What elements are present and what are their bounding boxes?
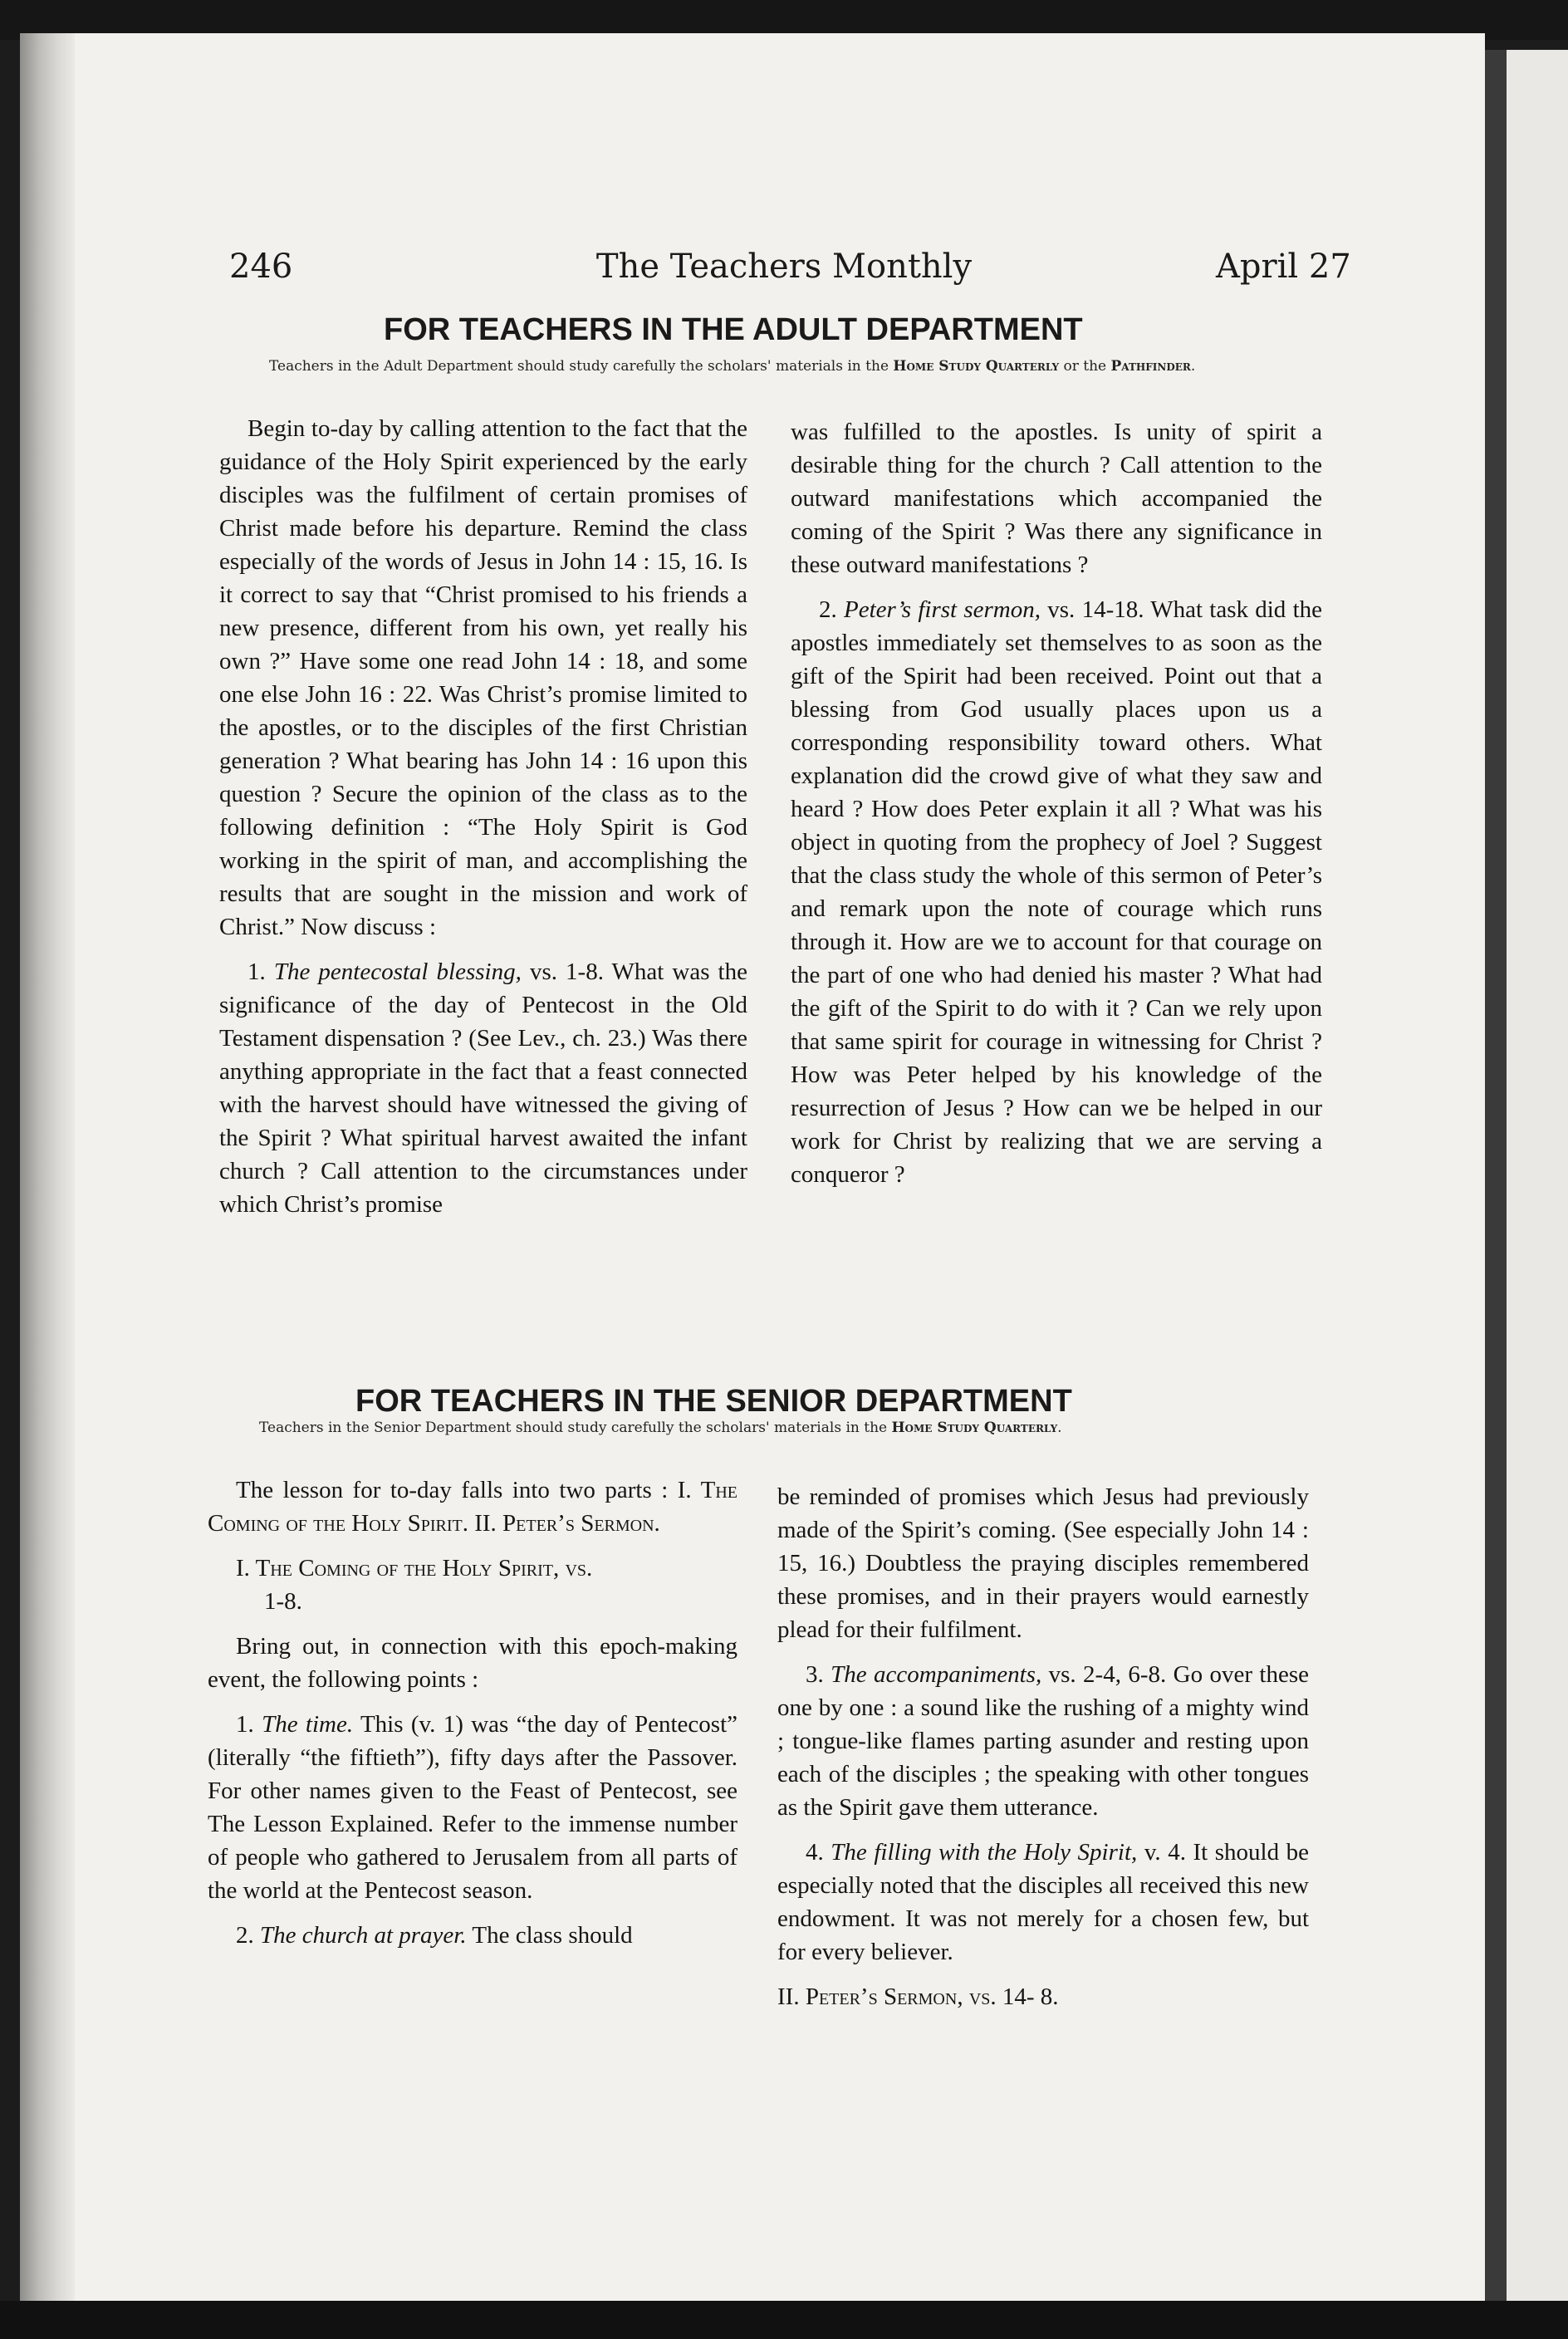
paragraph: 1. The time. This (v. 1) was “the day of Pentecost” (literally “the fiftieth”), fifty days after the Passover. For other names given to the Feast of Pentecost, see The Lesson Explained. Refer to the immense number of people who gathered to Jerusalem from all parts of the world at the Pentecost season.	[208, 1711, 738, 1904]
adult-right-column	[791, 415, 1322, 1203]
paragraph: be reminded of promises which Jesus had previously made of the Spirit’s coming. (See especially John 14 : 15, 16.) Doubtless the praying disciples remembered these promises, and in their prayers would earnestly plead for their fulfilment.	[777, 1483, 1309, 1643]
page-edge-shadow	[1485, 50, 1507, 2301]
scan-border-bottom	[0, 2301, 1568, 2339]
paragraph: Begin to-day by calling attention to the fact that the guidance of the Holy Spirit experienced by the early disciples was the fulfilment of certain promises of Christ made before his departure. Remind the class especially of the words of Jesus in John 14 : 15, 16. Is it correct to say that “Christ promised to his friends a new presence, different from his own, yet really his own ?” Have some one read John 14 : 18, and some one else John 16 : 22. Was Christ’s promise limited to the apostles, or to the disciples of the first Christian generation ? What bearing has John 14 : 16 upon this question ? Secure the opinion of the class as to the following definition : “The Holy Spirit is God working in the spirit of man, and accomplishing the results that are sought in the mission and work of Christ.” Now discuss :	[219, 415, 747, 940]
running-title: The Teachers Monthly	[595, 248, 973, 286]
next-page-edge	[1507, 50, 1568, 2301]
running-date: April 27	[1216, 248, 1351, 286]
subheading: I. The Coming of the Holy Spirit, vs. 1-8.	[236, 1555, 593, 1615]
paragraph: was fulfilled to the apostles. Is unity of spirit a desirable thing for the church ? Call attention to the outward manifestations which accompanied the coming of the Spirit ? Was there any significance in these outward manifestations ?	[791, 419, 1322, 578]
adult-left-column	[219, 412, 747, 1233]
adult-section-title: FOR TEACHERS IN THE ADULT DEPARTMENT	[384, 312, 1083, 347]
paragraph: 4. The filling with the Holy Spirit, v. 4. It should be especially noted that the disciples all received this new endowment. It was not merely for a chosen few, but for every believer.	[777, 1839, 1310, 1965]
senior-right-column	[777, 1480, 1309, 2025]
paragraph: Bring out, in connection with this epoch-making event, the following points :	[208, 1633, 737, 1693]
page-number: 246	[229, 248, 293, 286]
paragraph: 2. Peter’s first sermon, vs. 14-18. What task did the apostles immediately set themselves to as soon as the gift of the Spirit had been received. Point out that a blessing from God usually places upon us a corresponding responsibility toward others. What explanation did the crowd give of what they saw and heard ? How does Peter explain it all ? What was his object in quoting from the prophecy of Joel ? Suggest that the class study the whole of this sermon of Peter’s and remark upon the note of courage which runs through it. How are we to account for that courage on the part of one who had denied his master ? What had the gift of the Spirit to do with it ? Can we rely upon that same spirit for courage in witnessing for Christ ? How was Peter helped by his knowledge of the resurrection of Jesus ? How can we be helped in our work for Christ by realizing that we are serving a conqueror ?	[791, 596, 1322, 1188]
senior-left-column	[208, 1474, 737, 1964]
subheading: II. Peter’s Sermon, vs. 14- 8.	[777, 1983, 1059, 2010]
paragraph: The lesson for to-day falls into two parts : I. The Coming of the Holy Spirit. II. Peter’s Sermon.	[208, 1477, 737, 1537]
paragraph: 2. The church at prayer. The class should	[236, 1922, 633, 1949]
paragraph: 3. The accompaniments, vs. 2-4, 6-8. Go over these one by one : a sound like the rushing of a mighty wind ; tongue-like flames parting asunder and resting upon each of the disciples ; the speaking with other tongues as the Spirit gave them utterance.	[777, 1661, 1309, 1821]
book-spine-gutter	[20, 33, 75, 2301]
adult-section-note: Teachers in the Adult Department should study carefully the scholars' materials in the Home Study Quarterly or the Pathfinder.	[269, 358, 1196, 375]
senior-section-title: FOR TEACHERS IN THE SENIOR DEPARTMENT	[355, 1384, 1072, 1419]
paragraph: 1. The pentecostal blessing, vs. 1-8. What was the significance of the day of Pentecost in the Old Testament dispensation ? (See Lev., ch. 23.) Was there anything appropriate in the fact that a feast connected with the harvest should have witnessed the giving of the Spirit ? What spiritual harvest awaited the infant church ? Call attention to the circumstances under which Christ’s promise	[219, 959, 747, 1218]
senior-section-note: Teachers in the Senior Department should study carefully the scholars' materials in the Home Study Quarterly.	[259, 1420, 1062, 1436]
